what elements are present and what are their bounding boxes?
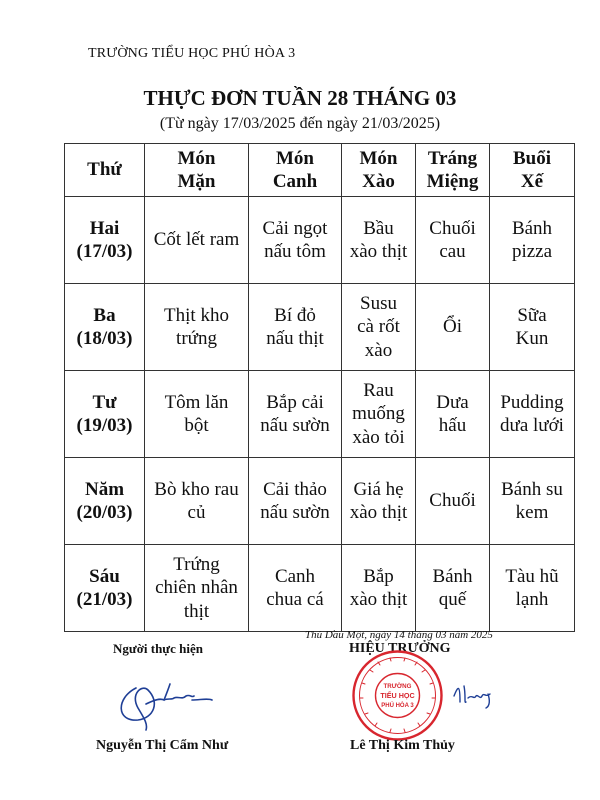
dish-line: Trứng <box>173 554 220 576</box>
dish-line: kem <box>515 502 549 523</box>
day-cell <box>65 197 145 284</box>
menu-cell <box>416 371 490 458</box>
dish-line: Tàu hũ <box>505 565 559 587</box>
preparer-name: Nguyễn Thị Cẩm Như <box>96 738 229 753</box>
dish-line: Pudding <box>500 391 564 413</box>
school-name: TRƯỜNG TIỂU HỌC PHÚ HÒA 3 <box>88 46 296 61</box>
dish-line: Cải thảo <box>263 478 327 500</box>
dish-line: Ổi <box>443 316 462 338</box>
menu-cell <box>249 197 342 284</box>
menu-cell <box>249 545 342 632</box>
dish-line: xào thịt <box>349 589 408 610</box>
menu-cell <box>416 545 490 632</box>
header-line: Mặn <box>177 171 216 192</box>
menu-cell <box>342 371 416 458</box>
header-line: Buổi <box>512 147 552 169</box>
day-line: (17/03) <box>76 241 133 262</box>
dish-line: xào thịt <box>349 502 408 523</box>
day-line: Năm <box>84 478 125 500</box>
menu-cell <box>145 284 249 371</box>
dish-line: Bánh su <box>501 478 563 500</box>
day-cell <box>65 545 145 632</box>
dish-line: Bầu <box>363 217 394 239</box>
header-line: Xế <box>520 171 544 192</box>
dish-line: trứng <box>176 328 217 349</box>
day-line: (19/03) <box>76 415 133 436</box>
dish-line: lạnh <box>515 589 549 610</box>
menu-table <box>64 143 575 632</box>
dish-line: Chuối <box>429 217 476 239</box>
day-line: (21/03) <box>76 589 133 610</box>
menu-cell <box>342 197 416 284</box>
dish-line: cau <box>439 241 466 262</box>
dish-line: Kun <box>515 328 549 349</box>
dish-line: Sữa <box>517 304 547 326</box>
dish-line: chua cá <box>266 589 324 610</box>
menu-cell <box>342 458 416 545</box>
header-line: Canh <box>272 171 318 192</box>
day-line: (20/03) <box>76 502 133 523</box>
dish-line: Giá hẹ <box>353 478 404 500</box>
dish-line: Chuối <box>429 490 476 512</box>
header-line: Món <box>177 147 216 169</box>
menu-cell <box>145 197 249 284</box>
day-line: Tư <box>92 391 117 413</box>
seal-line-3: PHÚ HÒA 3 <box>381 703 414 709</box>
menu-cell <box>249 284 342 371</box>
menu-cell <box>249 458 342 545</box>
dish-line: nấu thịt <box>266 328 324 349</box>
seal-line-2: TIỂU HỌC <box>380 691 415 700</box>
day-cell <box>65 458 145 545</box>
dish-line: Bắp <box>363 565 394 587</box>
dish-line: Susu <box>360 293 397 315</box>
column-header-3 <box>342 144 416 197</box>
preparer-signature-icon <box>108 660 218 732</box>
header-line: Thứ <box>87 159 122 181</box>
dish-line: quế <box>438 589 467 610</box>
dish-line: củ <box>187 502 206 523</box>
day-cell <box>65 284 145 371</box>
table-row <box>65 197 575 284</box>
header-line: Món <box>359 147 398 169</box>
principal-signature-icon <box>448 676 498 712</box>
header-line: Tráng <box>427 147 478 169</box>
dish-line: hấu <box>438 415 467 436</box>
menu-cell <box>416 458 490 545</box>
column-header-5 <box>490 144 575 197</box>
menu-cell <box>490 458 575 545</box>
dish-line: xào <box>364 339 393 361</box>
principal-name: Lê Thị Kim Thủy <box>350 738 455 753</box>
place-date: Thủ Dầu Một, ngày 14 tháng 03 năm 2025 <box>305 629 493 641</box>
date-range: (Từ ngày 17/03/2025 đến ngày 21/03/2025) <box>159 115 441 132</box>
dish-line: xào tỏi <box>352 426 405 448</box>
dish-line: dưa lưới <box>500 415 564 436</box>
dish-line: nấu tôm <box>264 241 326 262</box>
dish-line: cà rốt <box>357 316 400 338</box>
menu-cell <box>490 371 575 458</box>
dish-line: Cải ngọt <box>262 217 328 239</box>
dish-line: chiên nhân <box>155 577 238 599</box>
dish-line: Bánh <box>432 565 473 587</box>
dish-line: Cốt lết ram <box>153 229 240 251</box>
menu-cell <box>145 371 249 458</box>
column-header-1 <box>145 144 249 197</box>
day-line: Hai <box>89 217 120 239</box>
day-line: (18/03) <box>76 328 133 349</box>
table-row <box>65 458 575 545</box>
table-row <box>65 545 575 632</box>
dish-line: Rau <box>363 380 394 402</box>
dish-line: nấu sườn <box>260 415 330 436</box>
seal-line-1: TRƯỜNG <box>383 683 412 690</box>
menu-cell <box>490 284 575 371</box>
day-cell <box>65 371 145 458</box>
dish-line: Bắp cải <box>266 391 324 413</box>
dish-line: Dưa <box>436 391 469 413</box>
table-body <box>65 197 575 632</box>
column-header-4 <box>416 144 490 197</box>
dish-line: bột <box>184 415 209 436</box>
dish-line: nấu sườn <box>260 502 330 523</box>
menu-cell <box>145 458 249 545</box>
official-seal-icon <box>350 648 445 743</box>
table-row <box>65 284 575 371</box>
menu-cell <box>342 545 416 632</box>
page-title: THỰC ĐƠN TUẦN 28 THÁNG 03 <box>143 86 457 110</box>
header-line: Món <box>276 147 314 169</box>
principal-label: HIỆU TRƯỞNG <box>349 641 451 656</box>
menu-cell <box>490 197 575 284</box>
menu-cell <box>416 284 490 371</box>
column-header-0 <box>65 144 145 197</box>
day-line: Ba <box>93 304 116 326</box>
dish-line: Tôm lăn <box>164 391 229 413</box>
preparer-label: Người thực hiện <box>113 641 203 656</box>
dish-line: Thịt kho <box>164 304 229 326</box>
dish-line: xào thịt <box>349 241 408 262</box>
menu-cell <box>416 197 490 284</box>
dish-line: Bánh <box>511 217 553 239</box>
column-header-2 <box>249 144 342 197</box>
table-row <box>65 371 575 458</box>
header-line: Miệng <box>426 171 479 192</box>
menu-cell <box>249 371 342 458</box>
dish-line: Bí đỏ <box>274 304 316 326</box>
menu-cell <box>490 545 575 632</box>
dish-line: pizza <box>511 241 553 262</box>
dish-line: thịt <box>183 600 210 622</box>
dish-line: Bò kho rau <box>154 478 239 500</box>
dish-line: Canh <box>274 565 316 587</box>
day-line: Sáu <box>89 565 120 587</box>
header-line: Xào <box>362 171 395 192</box>
dish-line: muống <box>352 403 405 425</box>
menu-cell <box>145 545 249 632</box>
menu-cell <box>342 284 416 371</box>
table-header-row <box>65 144 575 197</box>
